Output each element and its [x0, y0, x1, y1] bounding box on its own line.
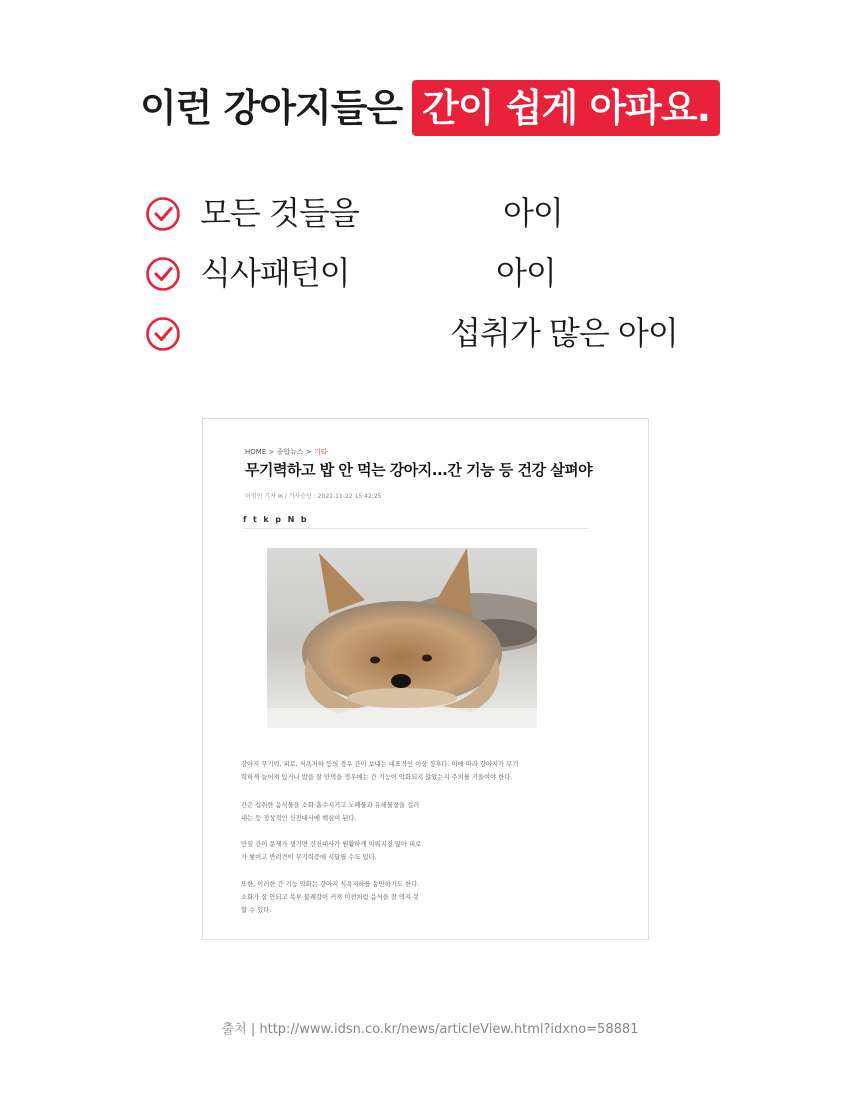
checklist-item-right: 아이 [503, 194, 563, 232]
article-paragraph [241, 758, 586, 784]
paragraph-line: 강아지 무기력, 피로, 식욕저하 등의 경우 간이 보내는 대표적인 이상 징후다. 이에 따라 강아지가 무기 [241, 761, 519, 768]
headline-highlight: 간이 쉽게 아파요. [412, 80, 720, 136]
paragraph-line: 가 쌓이고 반려견이 무기력증에 시달릴 수도 있다. [241, 854, 377, 861]
article-screenshot [202, 418, 649, 940]
pinterest-icon[interactable]: p [275, 515, 282, 524]
source-label: 출처 [221, 1022, 247, 1037]
share-bar [243, 515, 311, 524]
checklist-item [145, 310, 745, 370]
facebook-icon[interactable]: f [243, 515, 247, 524]
checklist-item-right: 섭취가 많은 아이 [450, 314, 678, 352]
headline [0, 80, 860, 136]
checklist-item [145, 190, 745, 250]
paragraph-line: 간은 섭취한 음식물을 소화·흡수시키고 노폐물과 유해물질을 걸러 [241, 802, 420, 809]
check-circle-icon [145, 256, 181, 292]
breadcrumb [245, 447, 328, 457]
checklist [145, 190, 745, 370]
checklist-item-left: 모든 것들을 [200, 194, 359, 232]
breadcrumb-home[interactable]: HOME [245, 448, 267, 456]
kakao-icon[interactable]: k [263, 515, 269, 524]
article-paragraph [241, 878, 586, 917]
paragraph-line: 력하게 늘어져 있거나 밥을 잘 안먹을 경우에는 간 기능이 악화되지 않았는지 주의를 기울여야 한다. [241, 774, 513, 781]
checklist-item-right: 아이 [496, 254, 556, 292]
paragraph-line: 내는 등 정상적인 신진대사에 핵심이 된다. [241, 815, 357, 822]
paragraph-line: 또한, 이러한 간 기능 악화는 강아지 식욕저하를 동반하기도 한다. [241, 881, 420, 888]
source-divider: | [250, 1022, 256, 1037]
check-circle-icon [145, 316, 181, 352]
headline-text: 이런 강아지들은 [139, 86, 403, 130]
breadcrumb-section[interactable]: 종합뉴스 [276, 448, 304, 456]
article-paragraph [241, 799, 586, 825]
checklist-item [145, 250, 745, 310]
paragraph-line: 만일 간이 문제가 생기면 신진대사가 원활하게 이뤄지질 않아 피로 [241, 841, 422, 848]
breadcrumb-separator: > [305, 448, 312, 456]
source-credit [0, 1018, 860, 1037]
twitter-icon[interactable]: t [253, 515, 257, 524]
divider [243, 528, 589, 529]
naver-icon[interactable]: N [287, 515, 295, 524]
article-paragraph [241, 838, 586, 864]
breadcrumb-category[interactable]: 기타 [314, 448, 328, 456]
article-title: 무기력하고 밥 안 먹는 강아지...간 기능 등 건강 살펴야 [245, 461, 593, 479]
dog-photo [267, 548, 537, 728]
breadcrumb-separator: > [268, 448, 275, 456]
checklist-item-left: 식사패턴이 [200, 254, 350, 292]
paragraph-line: 할 수 있다. [241, 907, 272, 914]
band-icon[interactable]: b [300, 515, 307, 524]
check-circle-icon [145, 196, 181, 232]
source-url[interactable]: http://www.idsn.co.kr/news/articleView.html?idxno=58881 [259, 1022, 639, 1037]
paragraph-line: 소화가 잘 안되고 복부 불쾌감이 커져 이전처럼 음식을 잘 먹지 못 [241, 894, 420, 901]
article-meta: 이정민 기자 ✉ / 기사승인 : 2021-11-22 15:42:25 [245, 493, 382, 500]
